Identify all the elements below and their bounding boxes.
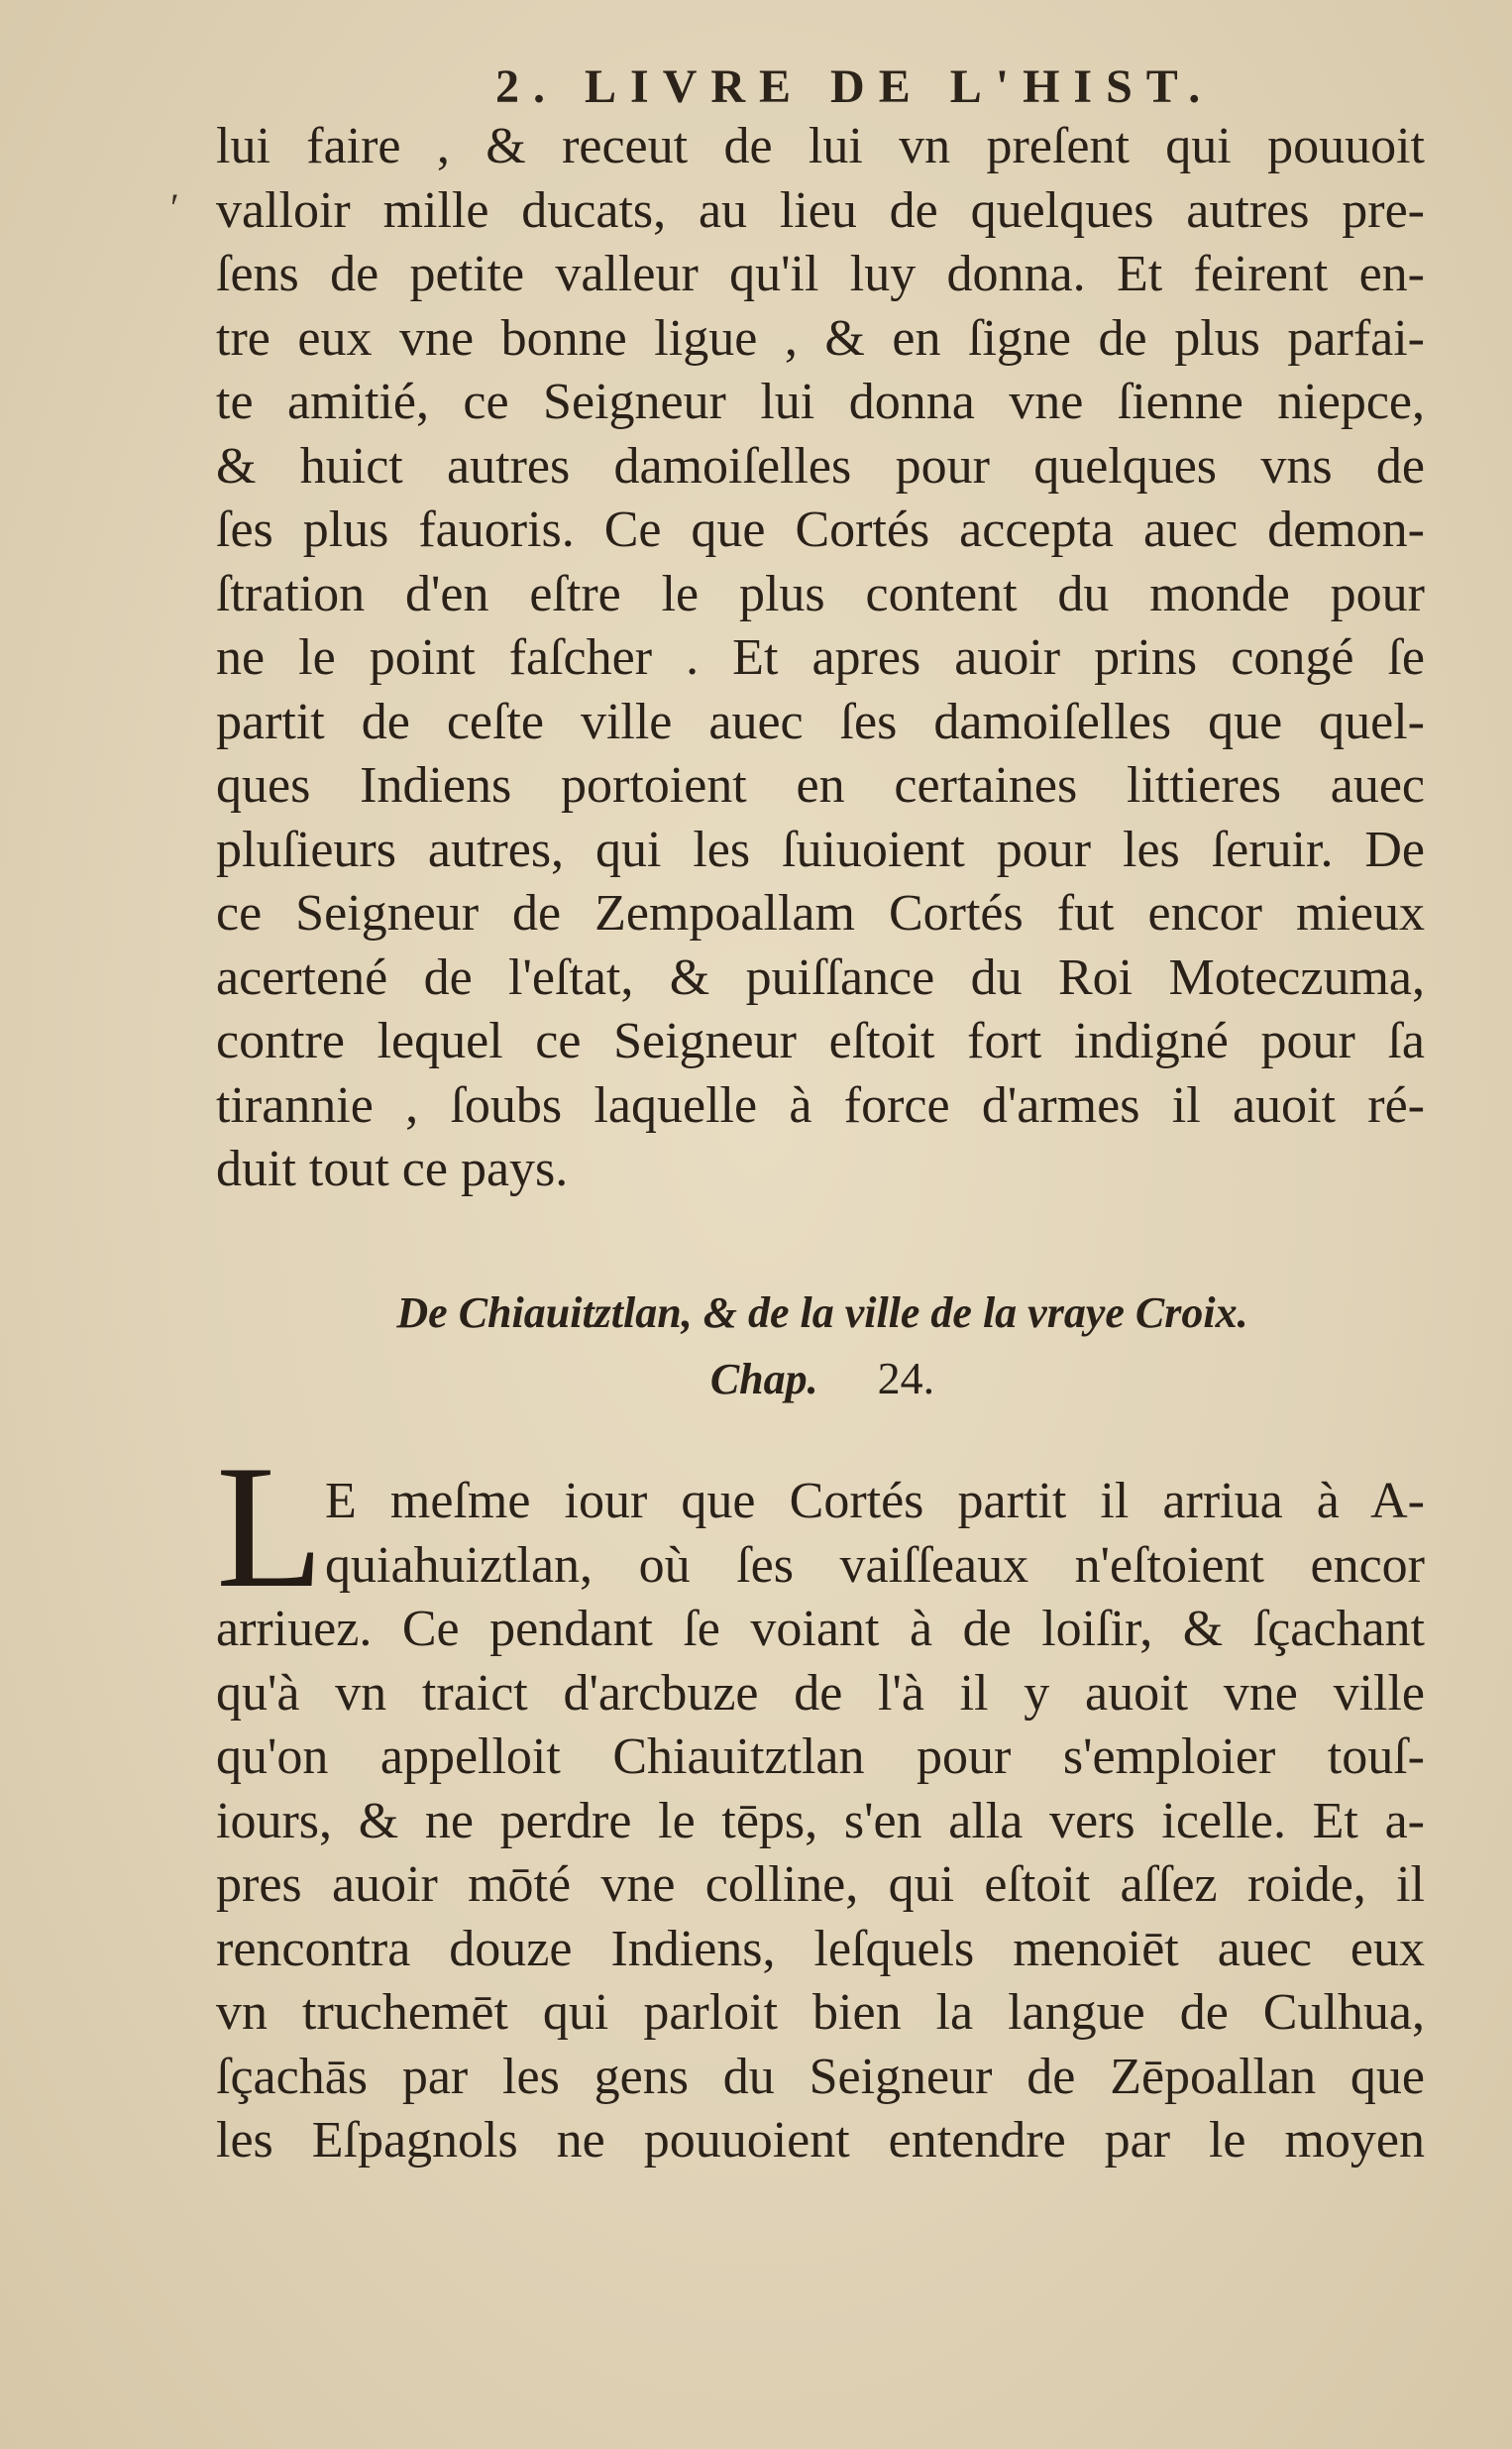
text-line: te amitié, ce Seigneur lui donna vne ſienne niepce, [216, 374, 1425, 430]
text-line: iours, & ne perdre le tēps, s'en alla vers icelle. Et a- [216, 1792, 1425, 1849]
running-head: 2. LIVRE DE L'HIST. [495, 60, 1215, 113]
text-line: ce Seigneur de Zempoallam Cortés fut encor mieux [216, 885, 1425, 942]
text-line: qu'on appelloit Chiauitztlan pour s'emploier touſ- [216, 1728, 1425, 1785]
text-line: ſens de petite valleur qu'il luy donna. Et feirent en- [216, 246, 1425, 302]
text-line: vn truchemēt qui parloit bien la langue de Culhua, [216, 1984, 1425, 2041]
chapter-title: De Chiauitztlan, & de la ville de la vraye Croix. [396, 1288, 1248, 1337]
text-line: pres auoir mōté vne colline, qui eſtoit aſſez roide, il [216, 1856, 1425, 1913]
text-line: valloir mille ducats, au lieu de quelques autres pre- [216, 181, 1425, 239]
text-line: E meſme iour que Cortés partit il arriua à A- [325, 1473, 1425, 1529]
text-line: les Eſpagnols ne pouuoient entendre par le moyen [216, 2112, 1425, 2169]
text-line: ſçachās par les gens du Seigneur de Zēpoallan que [216, 2048, 1425, 2105]
text-line: qu'à vn traict d'arcbuze de l'à il y auoit vne ville [216, 1664, 1425, 1722]
text-line: pluſieurs autres, qui les ſuiuoient pour les ſeruir. De [216, 821, 1425, 878]
drop-cap: L [216, 1428, 324, 1624]
paragraph-1 [216, 115, 1425, 1202]
text-line: tirannie , ſoubs laquelle à force d'armes il auoit ré- [216, 1076, 1425, 1134]
text-line: ne le point faſcher . Et apres auoir prins congé ſe [216, 629, 1425, 686]
text-line: duit tout ce pays. [216, 1141, 569, 1197]
text-line: tre eux vne bonne ligue , & en ſigne de plus parfai- [216, 309, 1425, 367]
text-line: & huict autres damoiſelles pour quelques vns de [216, 437, 1425, 495]
chapter-label: Chap. [709, 1355, 818, 1403]
text-line: ſtration d'en eſtre le plus content du monde pour [216, 565, 1425, 622]
text-line: rencontra douze Indiens, leſquels menoiēt auec eux [216, 1920, 1425, 1977]
chapter-number-line [297, 1346, 1348, 1412]
text-line: quiahuiztlan, où ſes vaiſſeaux n'eſtoient encor [325, 1536, 1425, 1594]
paragraph-2 [216, 1470, 1425, 2173]
chapter-heading [297, 1280, 1348, 1412]
margin-mark: ʹ [170, 185, 179, 230]
text-line: arriuez. Ce pendant ſe voiant à de loiſir, & ſçachant [216, 1601, 1425, 1657]
text-line: ſes plus fauoris. Ce que Cortés accepta auec demon- [216, 501, 1425, 558]
chapter-number: 24. [877, 1353, 935, 1403]
text-line: contre lequel ce Seigneur eſtoit fort indigné pour ſa [216, 1013, 1425, 1069]
text-line: ques Indiens portoient en certaines littieres auec [216, 757, 1425, 814]
text-line: lui faire , & receut de lui vn preſent qui pouuoit [216, 118, 1425, 174]
text-line: acertené de l'eſtat, & puiſſance du Roi Moteczuma, [216, 948, 1425, 1006]
text-line: partit de ceſte ville auec ſes damoiſelles que quel- [216, 693, 1425, 750]
